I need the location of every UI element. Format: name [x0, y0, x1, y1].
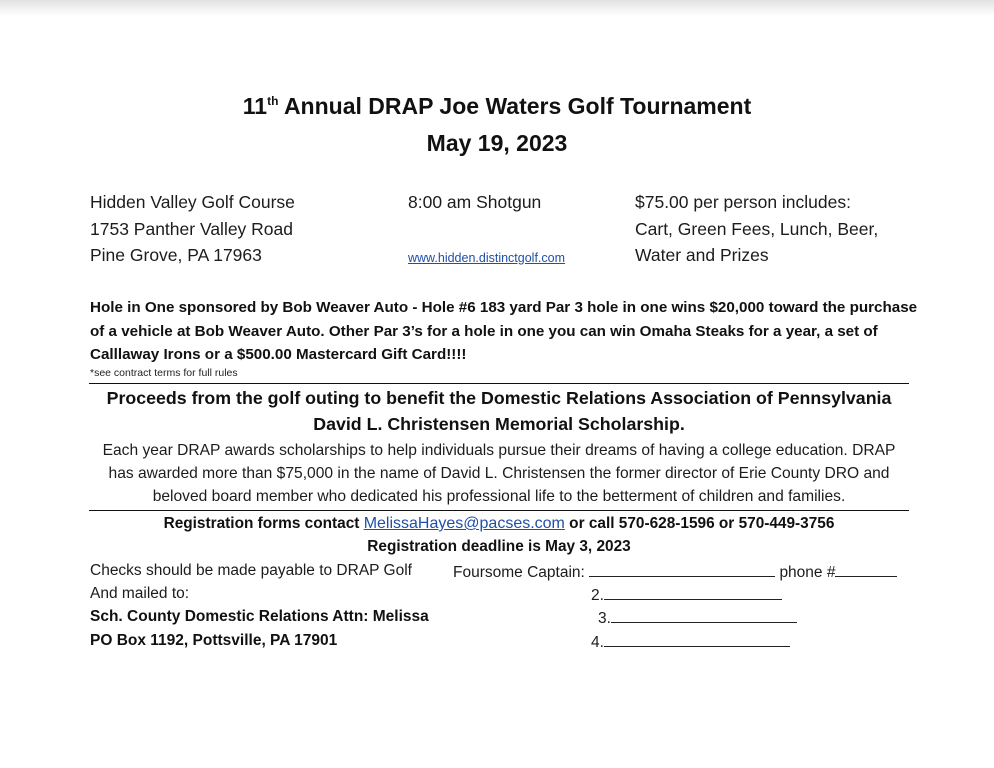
player-3-blank[interactable]: [611, 608, 797, 623]
website-link[interactable]: www.hidden.distinctgolf.com: [408, 251, 566, 265]
venue-block: [90, 189, 295, 269]
payment-mailed: And mailed to:: [90, 585, 190, 602]
scholarship-desc-3: beloved board member who dedicated his professional life to the betterment of children and families.: [152, 488, 846, 505]
mailing-name: Sch. County Domestic Relations Attn: Melissa: [90, 608, 429, 625]
page-title: [0, 93, 994, 120]
proceeds-heading: Proceeds from the golf outing to benefit the Domestic Relations Association of Pennsylvania: [106, 388, 892, 408]
page-top-shadow: [0, 0, 994, 16]
hole-in-one-paragraph: Hole in One sponsored by Bob Weaver Auto - Hole #6 183 yard Par 3 hole in one wins $20,000 toward the purchase of a vehicle at Bob Weaver Auto. Other Par 3’s for a hole in one you can win Omaha Steaks for a year, a set of Calllaway Irons or a $500.00 Mastercard Gift Card!!!!: [90, 299, 918, 363]
title-text: Annual DRAP Joe Waters Golf Tournament: [278, 93, 752, 119]
divider-top: [89, 383, 909, 384]
contract-footnote: *see contract terms for full rules: [90, 367, 238, 379]
registration-contact-suffix: or call 570-628-1596 or 570-449-3756: [564, 515, 835, 532]
venue-street: 1753 Panther Valley Road: [90, 218, 294, 239]
divider-bottom: [89, 510, 909, 511]
event-date: May 19, 2023: [426, 130, 568, 156]
scholarship-desc-1: Each year DRAP awards scholarships to help individuals pursue their dreams of having a college education. DRAP: [102, 442, 896, 459]
registration-contact: [0, 515, 994, 533]
captain-label: Foursome Captain:: [453, 564, 585, 581]
player-4-blank[interactable]: [604, 632, 790, 647]
player-3-row: [598, 608, 797, 628]
price-block: [635, 189, 878, 269]
price-includes-line-2: Water and Prizes: [635, 245, 769, 265]
registration-deadline: Registration deadline is May 3, 2023: [367, 538, 631, 555]
player-4-row: [591, 632, 790, 652]
captain-blank[interactable]: [589, 562, 775, 577]
title-superscript: th: [267, 94, 279, 108]
phone-blank[interactable]: [835, 562, 897, 577]
mailing-address: PO Box 1192, Pottsville, PA 17901: [90, 632, 338, 649]
price-line: $75.00 per person includes:: [635, 192, 851, 212]
price-includes-line: Cart, Green Fees, Lunch, Beer,: [635, 218, 879, 239]
player-2-blank[interactable]: [604, 585, 782, 600]
player-2-label: 2.: [591, 587, 604, 604]
player-4-label: 4.: [591, 634, 604, 651]
registration-contact-prefix: Registration forms contact: [163, 515, 364, 532]
venue-city: Pine Grove, PA 17963: [90, 245, 262, 265]
scholarship-desc-2: has awarded more than $75,000 in the name of David L. Christensen the former director of Erie County DRO and: [108, 465, 890, 482]
player-2-row: [591, 585, 782, 605]
start-time: 8:00 am Shotgun: [408, 192, 542, 212]
email-link[interactable]: MelissaHayes@pacses.com: [363, 515, 565, 532]
phone-label: phone #: [779, 564, 836, 581]
title-number: 11: [242, 93, 268, 119]
player-3-label: 3.: [598, 610, 611, 627]
foursome-captain-row: [453, 562, 897, 582]
payment-payable: Checks should be made payable to DRAP Golf: [90, 562, 412, 579]
scholarship-name: David L. Christensen Memorial Scholarship.: [313, 414, 685, 434]
venue-name: Hidden Valley Golf Course: [90, 192, 295, 212]
